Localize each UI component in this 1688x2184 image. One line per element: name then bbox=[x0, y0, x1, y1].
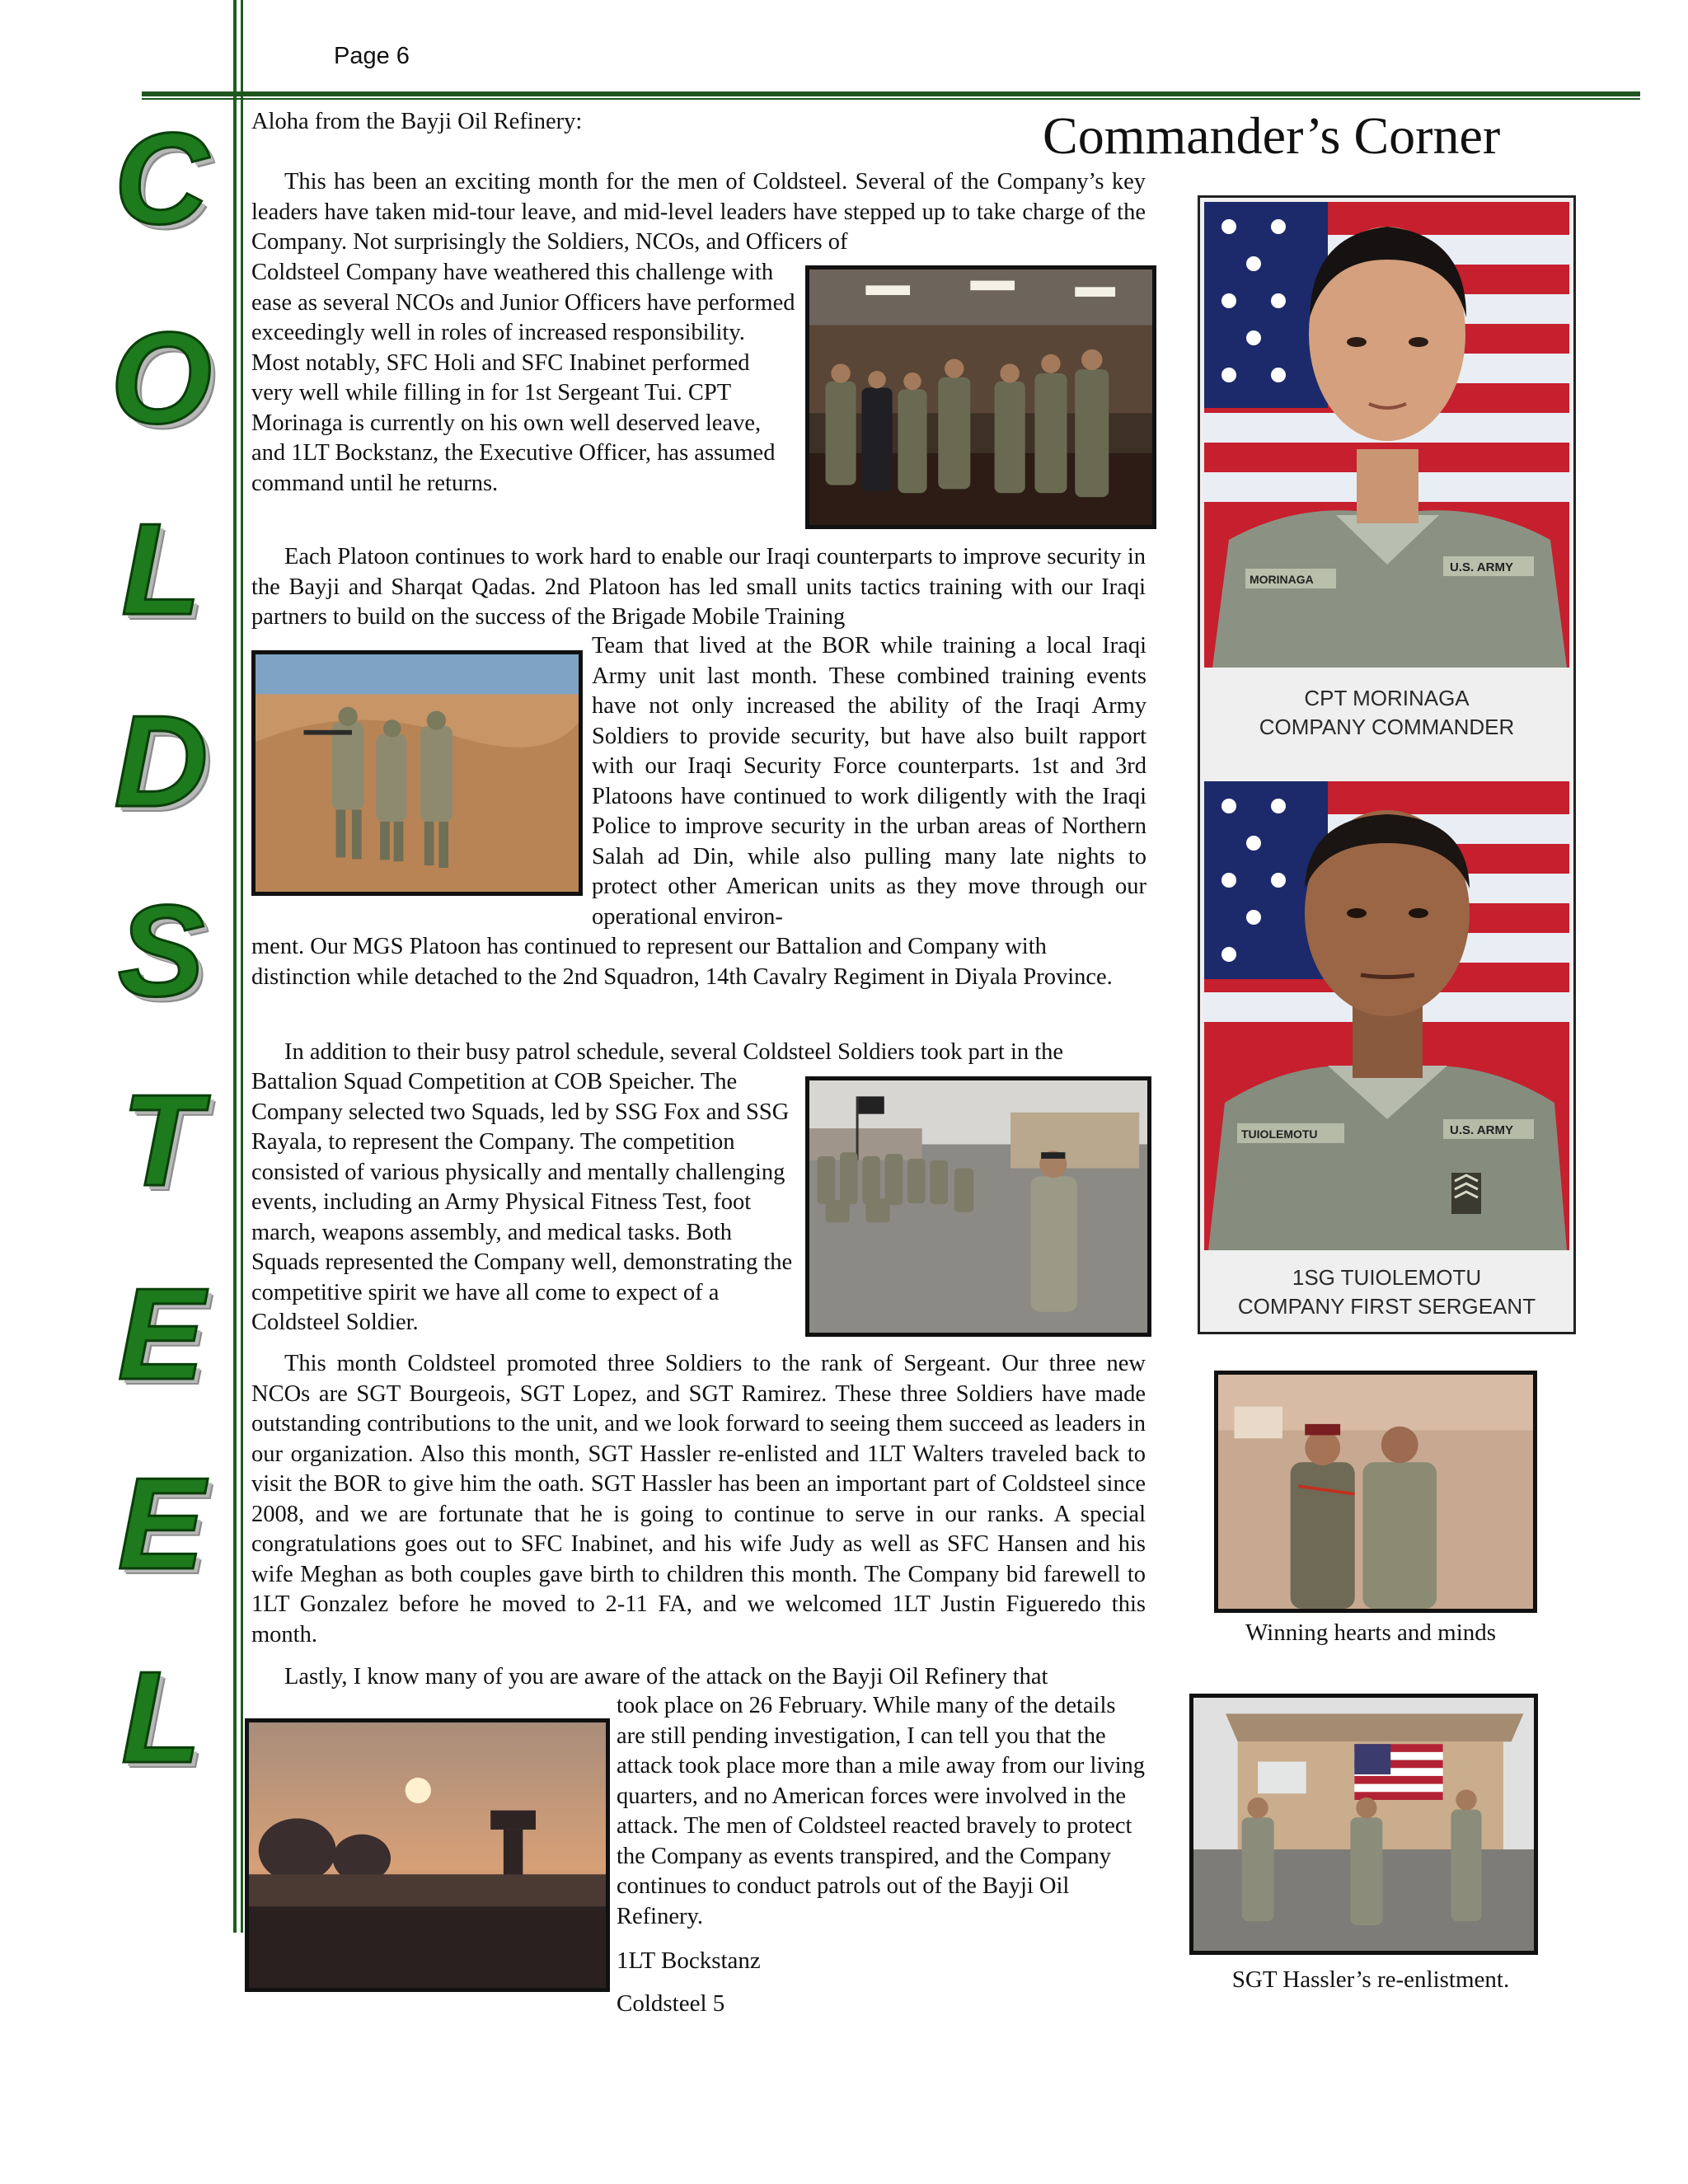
page-number: Page 6 bbox=[334, 43, 410, 69]
commander-role: COMPANY COMMANDER bbox=[1259, 715, 1515, 739]
commander-name: CPT MORINAGA bbox=[1304, 686, 1470, 710]
first-sergeant-caption bbox=[1204, 1250, 1569, 1329]
paragraph-4 bbox=[251, 1349, 1146, 1650]
left-rule-inner bbox=[241, 0, 243, 1933]
paragraph-3 bbox=[251, 1038, 1158, 1068]
article-title: Commander’s Corner bbox=[1043, 106, 1501, 165]
first-sergeant-role: COMPANY FIRST SERGEANT bbox=[1237, 1294, 1536, 1319]
photo-desert-training bbox=[251, 650, 583, 896]
masthead-letter-t: T bbox=[121, 1068, 201, 1213]
paragraph-2 bbox=[251, 542, 1146, 633]
portrait-commander bbox=[1204, 202, 1569, 668]
photo-hearts-minds bbox=[1214, 1371, 1537, 1613]
greeting: Aloha from the Bayji Oil Refinery: bbox=[251, 109, 583, 134]
signature-callsign: Coldsteel 5 bbox=[617, 1990, 725, 2017]
paragraph-2-tail: ment. Our MGS Platoon has continued to represent our Battalion and Company with distinction while detached to the 2nd Squadron, 14th Cavalry Regiment in Diyala Province. bbox=[251, 934, 1113, 990]
paragraph-3-wrap: Battalion Squad Competition at COB Speicher. The Company selected two Squads, led by SSG Fox and SSG Rayala, to represent the Company. The competition consisted of various physically and mentally challenging events, including an Army Physical Fitness Test, foot march, weapons assembly, and medical tasks. Both Squads represented the Company well, demonstrating the competitive spirit we have all come to expect of a Coldsteel Soldier. bbox=[251, 1069, 793, 1335]
paragraph-5 bbox=[251, 1662, 1146, 1693]
masthead-letter-e: E bbox=[117, 1262, 205, 1407]
portrait-first-sergeant bbox=[1204, 781, 1569, 1250]
masthead-letter-s: S bbox=[117, 879, 205, 1024]
paragraph-2-lead: Each Platoon continues to work hard to enable our Iraqi counterparts to improve security in the Bayji and Sharqat Qadas. 2nd Platoon has led small units tactics training with our Iraqi partners to build on the success of the Brigade Mobile Training bbox=[251, 544, 1146, 630]
paragraph-5-lead: Lastly, I know many of you are aware of the attack on the Bayji Oil Refinery that bbox=[284, 1664, 1048, 1690]
name-tape-first-sergeant: TUIOLEMOTU bbox=[1241, 1127, 1318, 1141]
header-rule-thin bbox=[142, 98, 1640, 100]
first-sergeant-name: 1SG TUIOLEMOTU bbox=[1292, 1265, 1482, 1290]
masthead-letter-l-2: L bbox=[121, 1645, 201, 1790]
left-rule-outer bbox=[233, 0, 237, 1933]
paragraph-1 bbox=[251, 167, 1146, 258]
name-tape-commander: MORINAGA bbox=[1250, 573, 1314, 586]
masthead-letter-o: O bbox=[110, 306, 212, 451]
masthead-letter-e-2: E bbox=[117, 1451, 205, 1596]
caption-reenlistment: SGT Hassler’s re-enlistment. bbox=[1231, 1966, 1510, 1993]
caption-hearts-minds: Winning hearts and minds bbox=[1245, 1619, 1497, 1646]
paragraph-1-wrap: Coldsteel Company have weathered this challenge with ease as several NCOs and Junior Officers have performed exceedingly well in roles of increased responsibility. Most notably, SFC Holi and SFC Inabinet performed very well while filling in for 1st Sergeant Tui. CPT Morinaga is currently on his own well deserved leave, and 1LT Bockstanz, the Executive Officer, has assumed command until he returns. bbox=[251, 260, 795, 496]
paragraph-4-body: This month Coldsteel promoted three Soldiers to the rank of Sergeant. Our three new NCOs are SGT Bourgeois, SGT Lopez, and SGT Ramirez. These three Soldiers have made outstanding contributions to the unit, and we look forward to seeing them succeed as leaders in our organization. Also this month, SGT Hassler re-enlisted and 1LT Walters traveled back to visit the BOR to give him the oath. SGT Hassler has been an important part of Coldsteel since 2008, and we are fortunate that he is going to continue to serve in our ranks. A special congratulations goes out to SFC Inabinet, and his wife Judy as well as SFC Hansen and his wife Meghan as both couples gave birth to children this month. The Company bid farewell to 1LT Gonzalez before he moved to 2-11 FA, and we welcomed 1LT Justin Figueredo this month. bbox=[251, 1351, 1146, 1647]
photo-refinery-sunset bbox=[245, 1718, 610, 1992]
service-tape-first-sergeant: U.S. ARMY bbox=[1450, 1123, 1513, 1137]
service-tape-commander: U.S. ARMY bbox=[1450, 560, 1513, 574]
paragraph-5-wrap: took place on 26 February. While many of the details are still pending investigation, I can tell you that the attack took place more than a mile away from our living quarters, and no American forces were involved in the attack. The men of Coldsteel reacted bravely to protect the Company as events transpired, and the Company continues to conduct patrols out of the Bayji Oil Refinery. bbox=[617, 1693, 1146, 1929]
masthead-letter-l: L bbox=[121, 497, 201, 642]
header-rule bbox=[142, 91, 1640, 96]
commander-caption bbox=[1204, 668, 1569, 777]
paragraph-3-lead: In addition to their busy patrol schedule, several Coldsteel Soldiers took part in the bbox=[284, 1039, 1064, 1065]
masthead-letter-d: D bbox=[114, 689, 209, 834]
photo-meeting bbox=[805, 265, 1156, 529]
photo-squad-competition bbox=[805, 1076, 1151, 1337]
paragraph-1-lead: This has been an exciting month for the men of Coldsteel. Several of the Company’s key leaders have taken mid-tour leave, and mid-level leaders have stepped up to take charge of the Company. Not surprisingly the Soldiers, NCOs, and Officers of bbox=[251, 169, 1146, 255]
masthead-letter-c: C bbox=[114, 106, 209, 251]
paragraph-2-wrap: Team that lived at the BOR while training a local Iraqi Army unit last month. These combined training events have not only increased the ability of the Iraqi Army Soldiers to provide security, but have also built rapport with our Iraqi Security Force counterparts. 1st and 3rd Platoons have continued to work diligently with the Iraqi Police to improve security in the urban areas of Northern Salah ad Din, while also pulling many late nights to protect other American units as they move through our operational environ- bbox=[592, 633, 1146, 930]
photo-reenlistment bbox=[1189, 1694, 1538, 1955]
signature-name: 1LT Bockstanz bbox=[617, 1947, 761, 1974]
